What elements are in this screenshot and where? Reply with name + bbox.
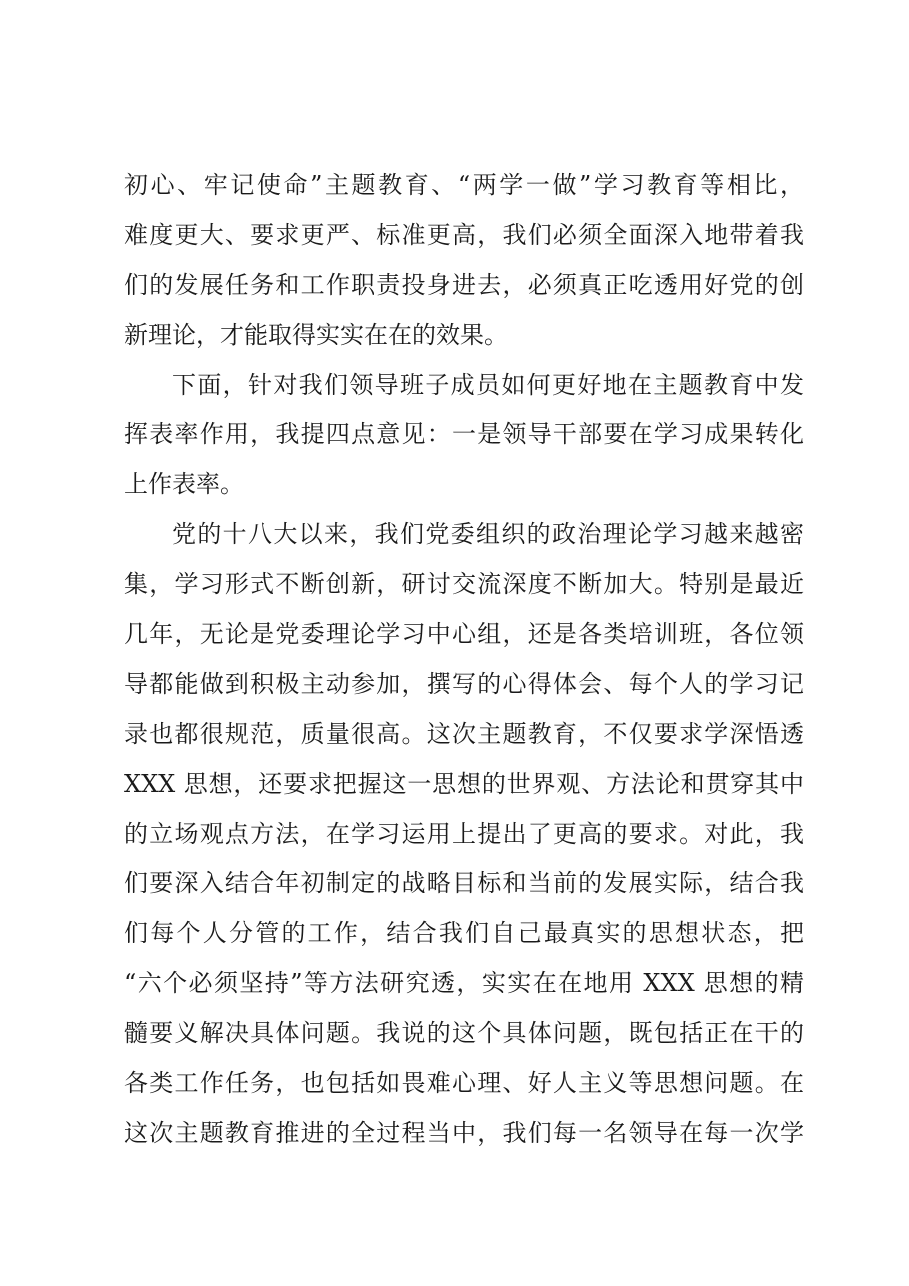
- text-line: 各类工作任务，也包括如畏难心理、好人主义等思想问题。在: [124, 1069, 804, 1098]
- document-body: [124, 161, 804, 1159]
- text-line: 们的发展任务和工作职责投身进去，必须真正吃透用好党的创: [124, 270, 804, 299]
- text-line: 初心、牢记使命”主题教育、“两学一做”学习教育等相比，: [124, 171, 804, 199]
- text-line: 几年，无论是党委理论学习中心组，还是各类培训班，各位领: [124, 620, 804, 649]
- text-line: 挥表率作用，我提四点意见：一是领导干部要在学习成果转化: [124, 420, 804, 449]
- text-line: 党的十八大以来，我们党委组织的政治理论学习越来越密: [172, 520, 804, 549]
- text-line: 们要深入结合年初制定的战略目标和当前的发展实际，结合我: [124, 869, 804, 898]
- text-line: 新理论，才能取得实实在在的效果。: [124, 320, 508, 349]
- text-line: “六个必须坚持”等方法研究透，实实在在地用 XXX 思想的精: [124, 969, 804, 998]
- text-line: 集，学习形式不断创新，研讨交流深度不断加大。特别是最近: [124, 570, 804, 599]
- text-line: 们每个人分管的工作，结合我们自己最真实的思想状态，把: [124, 919, 804, 948]
- text-line: 导都能做到积极主动参加，撰写的心得体会、每个人的学习记: [124, 669, 804, 698]
- text-line: 的立场观点方法，在学习运用上提出了更高的要求。对此，我: [124, 819, 804, 848]
- text-line: 录也都很规范，质量很高。这次主题教育，不仅要求学深悟透: [124, 719, 804, 748]
- text-line: 上作表率。: [124, 470, 244, 499]
- text-line: 髓要义解决具体问题。我说的这个具体问题，既包括正在干的: [124, 1019, 804, 1048]
- text-line: 难度更大、要求更严、标准更高，我们必须全面深入地带着我: [124, 220, 804, 249]
- text-line: XXX 思想，还要求把握这一思想的世界观、方法论和贯穿其中: [124, 769, 804, 798]
- text-line: 这次主题教育推进的全过程当中，我们每一名领导在每一次学: [124, 1118, 804, 1147]
- text-line: 下面，针对我们领导班子成员如何更好地在主题教育中发: [172, 370, 804, 399]
